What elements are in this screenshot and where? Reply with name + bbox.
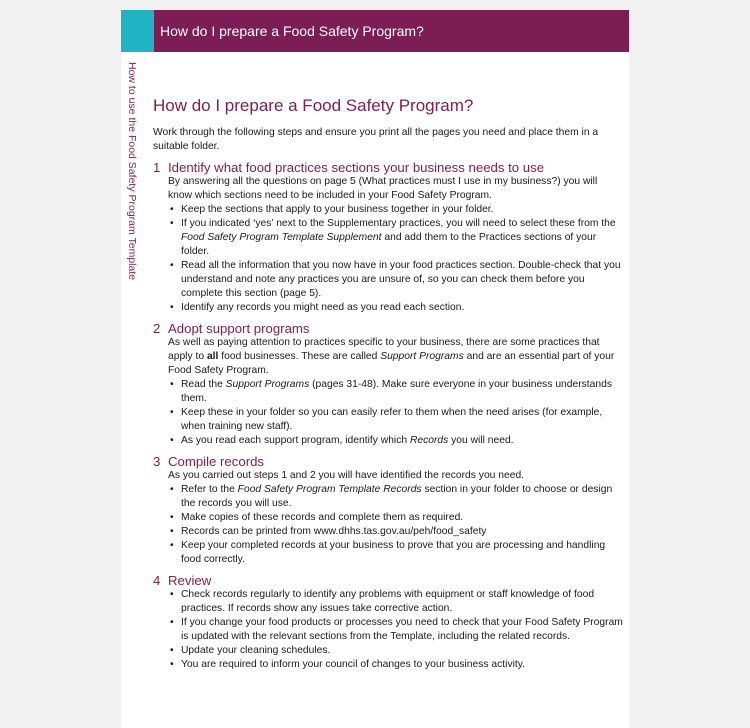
content-area <box>153 96 623 678</box>
text-run: food businesses. These are called <box>218 351 381 362</box>
bullet-list <box>168 588 623 672</box>
text-run: As you carried out steps 1 and 2 you will have identified the records you need. <box>168 470 525 481</box>
section-2 <box>153 321 623 448</box>
section-number: 3 <box>153 454 161 469</box>
list-item <box>168 658 623 672</box>
section-heading <box>153 454 623 469</box>
section-heading <box>153 321 623 336</box>
list-item <box>168 203 623 217</box>
text-run: Keep the sections that apply to your business together in your folder. <box>181 204 494 215</box>
text-run: (pages 31-48). Make sure everyone in your business understands them. <box>181 379 613 404</box>
text-run: Keep these in your folder so you can easily refer to them when the need arises (for example, when training new staff). <box>181 407 603 432</box>
text-run: Read the <box>181 379 226 390</box>
intro-paragraph: Work through the following steps and ensure you print all the pages you need and place them in a suitable folder. <box>153 127 599 152</box>
header-cyan-block <box>121 10 154 52</box>
text-run: Update your cleaning schedules. <box>181 645 331 656</box>
text-run: Records <box>409 435 449 446</box>
list-item <box>168 406 623 434</box>
section-number: 1 <box>153 160 161 175</box>
section-number: 2 <box>153 321 161 336</box>
section-heading-text: Adopt support programs <box>168 321 310 336</box>
text-run: all <box>206 351 219 362</box>
section-number: 4 <box>153 573 161 588</box>
section-body <box>153 175 623 315</box>
list-item <box>168 217 623 259</box>
text-run: As well as paying attention to practices specific to your business, there are some practices that apply to <box>168 337 600 362</box>
text-run: You are required to inform your council of changes to your business activity. <box>181 659 525 670</box>
list-item <box>168 511 623 525</box>
header-title: How do I prepare a Food Safety Program? <box>160 23 424 39</box>
bullet-list <box>168 203 623 315</box>
text-run: Keep your completed records at your business to prove that you are processing and handling food correctly. <box>181 540 606 565</box>
header-band <box>121 10 629 52</box>
section-body <box>153 336 623 448</box>
side-tab-text: How to use the Food Safety Program Template <box>126 62 138 281</box>
sections-container <box>153 160 623 672</box>
section-heading <box>153 160 623 175</box>
text-run: If you change your food products or processes you need to check that your Food Safety Program is updated with the relevant sections from the Template, including the related records. <box>181 617 623 642</box>
section-heading-text: Compile records <box>168 454 265 469</box>
text-run: Support Programs <box>380 351 464 362</box>
section-body <box>153 588 623 672</box>
text-run: Make copies of these records and complete them as required. <box>181 512 464 523</box>
section-heading <box>153 573 623 588</box>
bullet-list <box>168 378 623 448</box>
page-title: How do I prepare a Food Safety Program? <box>153 96 474 115</box>
text-run: Support Programs <box>225 379 310 390</box>
text-run: As you read each support program, identify which <box>181 435 410 446</box>
text-run: Read all the information that you now have in your food practices section. Double-check that you understand and note any practices you are unsure of, so you can check them before you complete this section (page 5). <box>181 260 621 299</box>
header-plum-bar <box>154 10 629 52</box>
text-run: and are an essential part of your Food Safety Program. <box>168 351 615 376</box>
list-item <box>168 483 623 511</box>
list-item <box>168 588 623 616</box>
section-1 <box>153 160 623 315</box>
text-run: you will need. <box>448 435 514 446</box>
text-run: and add them to the Practices sections of your folder. <box>181 232 597 257</box>
list-item <box>168 378 623 406</box>
list-item <box>168 259 623 301</box>
side-tab <box>121 52 143 312</box>
text-run: section in your folder to choose or design the records you will use. <box>181 484 613 509</box>
section-paragraph <box>168 336 623 378</box>
section-heading-text: Review <box>168 573 212 588</box>
text-run: Food Safety Program Template Supplement <box>181 232 382 243</box>
section-heading-text: Identify what food practices sections your business needs to use <box>168 160 545 175</box>
text-run: Records can be printed from www.dhhs.tas.gov.au/peh/food_safety <box>181 526 487 537</box>
text-run: Refer to the <box>181 484 238 495</box>
text-run: Food Safety Program Template Records <box>237 484 422 495</box>
list-item <box>168 539 623 567</box>
section-body <box>153 469 623 567</box>
list-item <box>168 644 623 658</box>
text-run: If you indicated ‘yes’ next to the Supplementary practices, you will need to select these from the <box>181 218 616 229</box>
list-item <box>168 434 623 448</box>
list-item <box>168 301 623 315</box>
text-run: By answering all the questions on page 5 (What practices must I use in my business?) you will know which sections need to be included in your Food Safety Program. <box>168 176 598 201</box>
document-page <box>121 10 629 728</box>
list-item <box>168 616 623 644</box>
text-run: Check records regularly to identify any problems with equipment or staff knowledge of food practices. If records show any issues take corrective action. <box>181 589 595 614</box>
text-run: Identify any records you might need as you read each section. <box>181 302 465 313</box>
bullet-list <box>168 483 623 567</box>
list-item <box>168 525 623 539</box>
section-3 <box>153 454 623 567</box>
section-paragraph <box>168 469 623 483</box>
section-paragraph <box>168 175 623 203</box>
section-4 <box>153 573 623 672</box>
